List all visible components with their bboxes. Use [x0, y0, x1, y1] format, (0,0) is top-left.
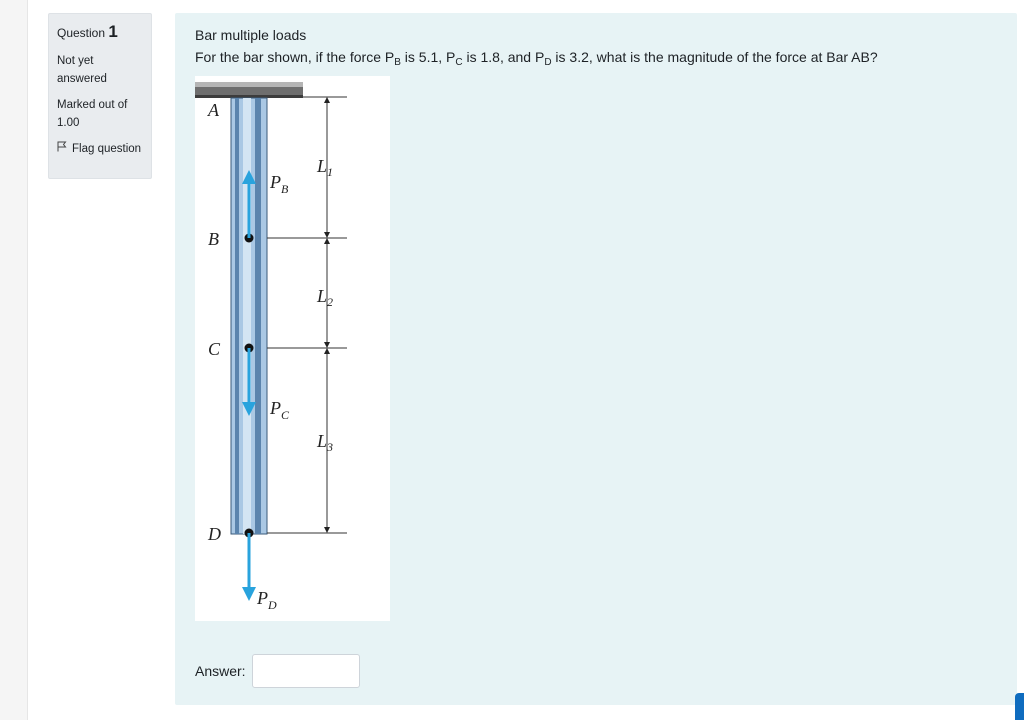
label-l1: $L_1$: [317, 156, 334, 179]
question-status: Not yet answered: [57, 55, 107, 85]
label-c: C: [208, 339, 221, 359]
label-l3: $L_3$: [317, 431, 334, 454]
left-margin-strip: [0, 0, 28, 720]
bar-diagram: [195, 76, 390, 621]
corner-action-button[interactable]: [1015, 693, 1024, 720]
answer-label: Answer:: [195, 663, 246, 679]
answer-row: [195, 654, 360, 688]
question-content: [175, 13, 1017, 705]
label-b: B: [208, 229, 219, 249]
question-number: 1: [108, 22, 118, 41]
bar-diagram-figure: [195, 76, 390, 621]
question-word: Question: [57, 26, 106, 40]
bar: [231, 98, 267, 534]
question-text: For the bar shown, if the force $P_B$ is 5.1, $P_C$ is 1.8, and $P_D$ is 3.2, what is the magnitude of the force at Bar AB?: [195, 49, 878, 68]
flag-question-label: Flag question: [72, 143, 142, 155]
question-title: Bar multiple loads: [195, 27, 307, 43]
label-pb: $P_B$: [270, 172, 289, 196]
label-d: D: [208, 524, 221, 544]
question-number-heading: [57, 22, 143, 42]
label-a: A: [208, 100, 219, 120]
label-pd: $P_D$: [257, 588, 277, 612]
question-info-panel: [48, 13, 152, 179]
flag-question-link[interactable]: [57, 140, 143, 158]
force-arrow-pd: [242, 533, 256, 601]
answer-input[interactable]: [252, 654, 360, 688]
flag-outline-icon: [57, 140, 69, 158]
label-pc: $P_C$: [270, 398, 290, 422]
label-l2: $L_2$: [317, 286, 334, 309]
question-grade: Marked out of 1.00: [57, 99, 128, 129]
